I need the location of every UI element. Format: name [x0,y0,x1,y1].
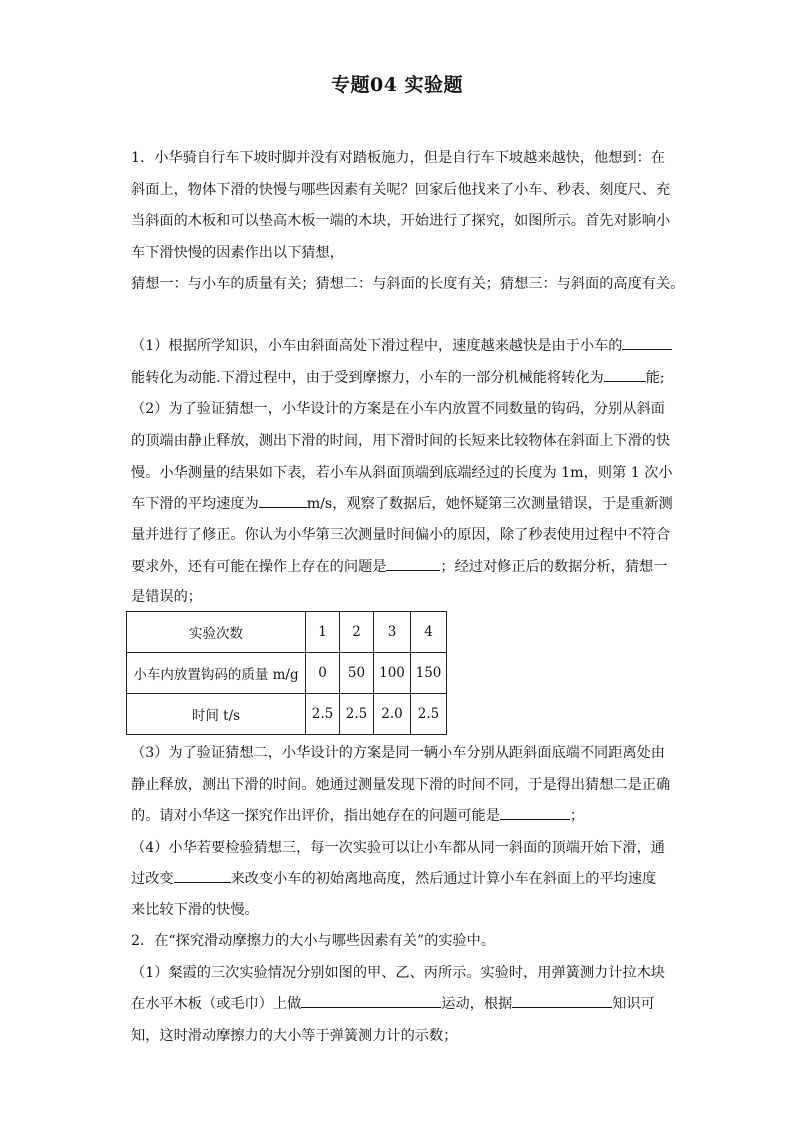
q1-part1-line-2 [131,363,671,395]
q1-part2-speed-text-a: 车下滑的平均速度为 [131,496,259,512]
q1-part2-line-1: （2）为了验证猜想一，小华设计的方案是在小车内放置不同数量的钩码，分别从斜面 [131,401,665,417]
q1-part2-line-3: 慢。小华测量的结果如下表，若小车从斜面顶端到底端经过的长度为 1m，则第 1 次小 [131,465,673,481]
q1-intro-line-2: 斜面上，物体下滑的快慢与哪些因素有关呢？回家后他找来了小车、秒表、刻度尺、充 [131,182,671,198]
q1-part1-line-1 [131,331,671,363]
table-cell: 100 [374,653,411,694]
q1-intro-line-1: 1．小华骑自行车下坡时脚并没有对踏板施力，但是自行车下坡越来越快，他想到：在 [131,150,665,166]
table-header-cell: 实验次数 [127,612,306,653]
table-cell: 2.5 [306,694,340,735]
q1-part2-line-4 [131,489,671,521]
table-row [127,694,447,735]
q1-part4-line-1: （4）小华若要检验猜想三，每一次实验可以让小车都从同一斜面的顶端开始下滑，通 [131,840,665,856]
q1-part1-text-b: 能转化为动能.下滑过程中，由于受到摩擦力，小车的一部分机械能将转化为 [131,370,604,386]
q1-part2-line-2: 的顶端由静止释放，测出下滑的时间，用下滑时间的长短来比较物体在斜面上下滑的快 [131,433,671,449]
q1-part2-issue-text-b: ；经过对修正后的数据分析，猜想一 [440,559,668,575]
table-header-cell: 1 [306,612,340,653]
answer-blank[interactable] [622,334,672,350]
answer-blank[interactable] [174,867,231,883]
q1-part3-line-3 [131,801,671,833]
answer-blank[interactable] [512,992,612,1008]
q2-intro: 2．在“探究滑动摩擦力的大小与哪些因素有关”的实验中。 [131,933,496,949]
q2-part1-line-3: 知，这时滑动摩擦力的大小等于弹簧测力计的示数； [131,1028,458,1044]
table-row [127,612,447,653]
q1-part4-line-2 [131,864,671,896]
q1-intro-line-3: 当斜面的木板和可以垫高木板一端的木块，开始进行了探究，如图所示。首先对影响小 [131,213,671,229]
q1-part2-speed-text-b: m/s，观察了数据后，她怀疑第三次测量错误，于是重新测 [306,496,673,512]
q1-part4-text-a: 过改变 [131,871,174,887]
answer-blank[interactable] [386,555,440,571]
q2-part1-line-1: （1）粲霞的三次实验情况分别如图的甲、乙、丙所示。实验时，用弹簧测力计拉木块 [131,965,665,981]
answer-blank[interactable] [301,992,441,1008]
data-table [126,611,447,735]
q1-part3-text-a: 的。请对小华这一探究作出评价，指出她存在的问题可能是 [131,808,500,824]
table-row-label: 时间 t/s [127,694,306,735]
table-cell: 50 [340,653,374,694]
table-cell: 2.5 [340,694,374,735]
q1-part4-line-3: 来比较下滑的快慢。 [131,902,259,918]
q1-intro-line-4: 车下滑快慢的因素作出以下猜想， [131,245,344,261]
page-title: 专题04 实验题 [330,74,464,96]
answer-blank[interactable] [259,492,307,508]
q2-part1-line-2 [131,989,671,1021]
table-row [127,653,447,694]
table-cell: 2.0 [374,694,411,735]
table-header-cell: 2 [340,612,374,653]
q1-part2-line-6 [131,552,671,584]
q1-hypotheses: 猜想一：与小车的质量有关；猜想二：与斜面的长度有关；猜想三：与斜面的高度有关。 [131,276,685,292]
q1-part1-text-a: （1）根据所学知识，小车由斜面高处下滑过程中，速度越来越快是由于小车的 [131,338,623,354]
q1-part3-line-1: （3）为了验证猜想二，小华设计的方案是同一辆小车分别从距斜面底端不同距离处由 [131,745,665,761]
q1-part2-line-5: 量并进行了修正。你认为小华第三次测量时间偏小的原因，除了秒表使用过程中不符合 [131,527,671,543]
q1-part3-line-2: 静止释放，测出下滑的时间。她通过测量发现下滑的时间不同，于是得出猜想二是正确 [131,777,671,793]
q1-part2-issue-text-a: 要求外，还有可能在操作上存在的问题是 [131,559,387,575]
q1-part2-line-7: 是错误的； [131,589,202,605]
answer-blank[interactable] [500,804,570,820]
table-header-cell: 3 [374,612,411,653]
table-header-cell: 4 [411,612,447,653]
q1-part4-text-b: 来改变小车的初始离地高度，然后通过计算小车在斜面上的平均速度 [230,871,657,887]
q2-part1-text-a: 在水平木板（或毛巾）上做 [131,996,302,1012]
q1-part3-text-b: ； [569,808,585,824]
q1-part1-text-b-end: 能; [645,370,665,386]
table-cell: 2.5 [411,694,447,735]
table-row-label: 小车内放置钩码的质量 m/g [127,653,306,694]
q2-part1-text-c: 知识可 [612,996,655,1012]
answer-blank[interactable] [604,366,646,382]
table-cell: 0 [306,653,340,694]
table-cell: 150 [411,653,447,694]
q2-part1-text-b: 运动，根据 [441,996,513,1012]
